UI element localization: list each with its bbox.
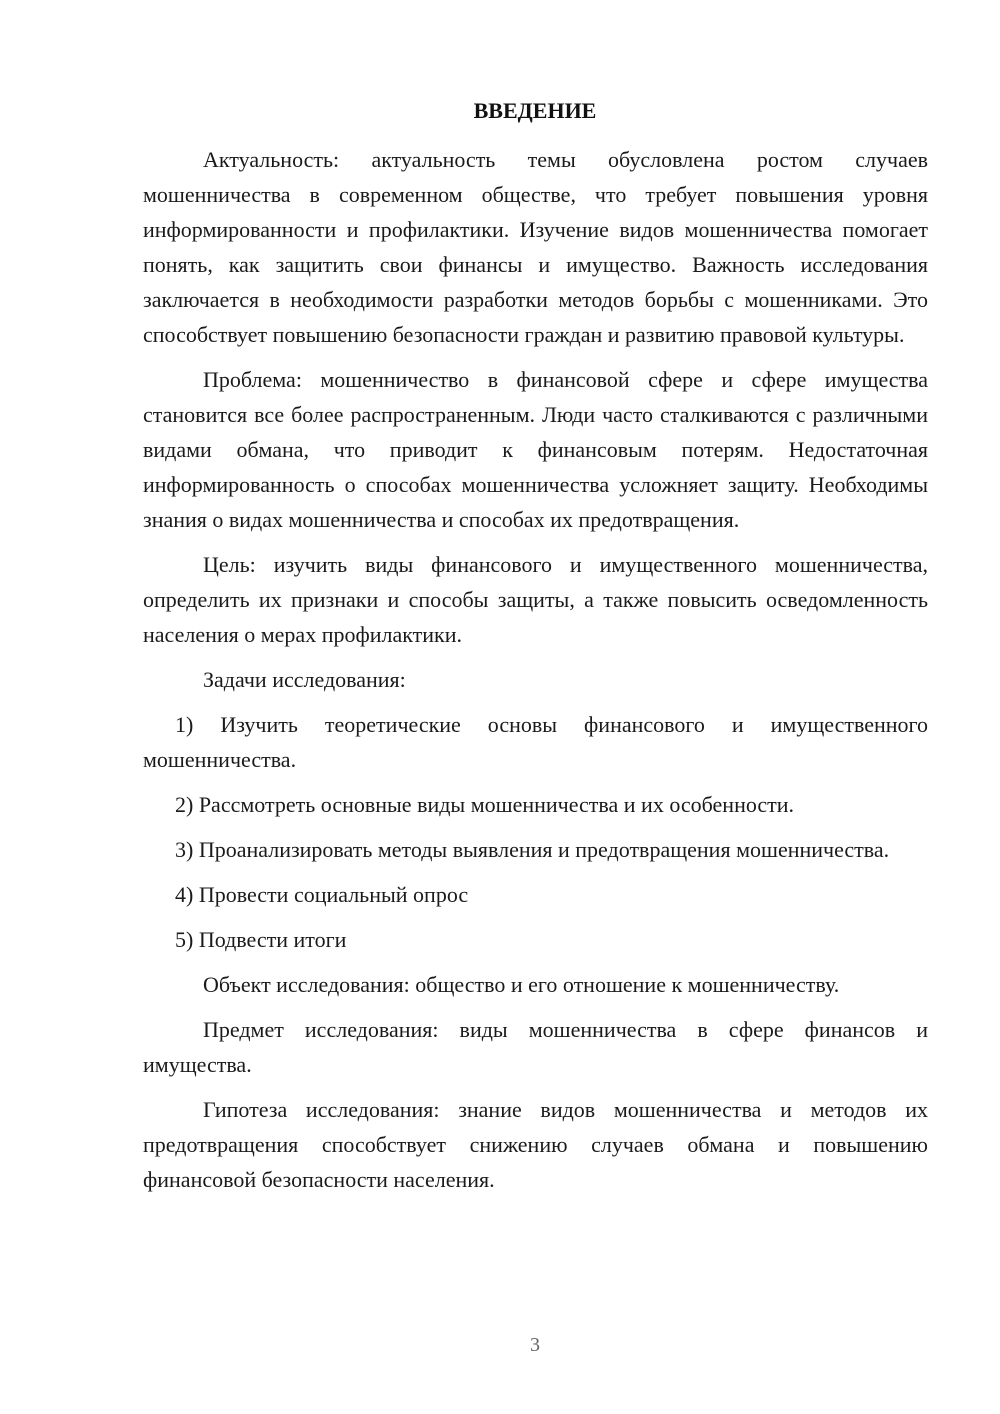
document-body: [143, 142, 928, 1197]
task-item-5: 5) Подвести итоги: [175, 927, 347, 952]
tasks-heading: Задачи исследования:: [203, 667, 406, 692]
task-item-2: 2) Рассмотреть основные виды мошенничества и их особенности.: [175, 792, 795, 817]
relevance-paragraph: Актуальность: актуальность темы обусловлена ростом случаев мошенничества в современном обществе, что требует повышения уровня информированности и профилактики. Изучение видов мошенничества помогает понять, как защитить свои финансы и имущество. Важность исследования заключается в необходимости разработки методов борьбы с мошенниками. Это способствует повышению безопасности граждан и развитию правовой культуры.: [143, 147, 928, 347]
object-paragraph: Объект исследования: общество и его отношение к мошенничеству.: [203, 972, 840, 997]
subject-paragraph: Предмет исследования: виды мошенничества в сфере финансов и имущества.: [143, 1017, 928, 1077]
task-item-4: 4) Провести социальный опрос: [175, 882, 469, 907]
problem-paragraph: Проблема: мошенничество в финансовой сфере и сфере имущества становится все более распространенным. Люди часто сталкиваются с различными видами обмана, что приводит к финансовым потерям. Недостаточная информированность о способах мошенничества усложняет защиту. Необходимы знания о видах мошенничества и способах их предотвращения.: [143, 367, 928, 532]
hypothesis-paragraph: Гипотеза исследования: знание видов мошенничества и методов их предотвращения способствует снижению случаев обмана и повышению финансовой безопасности населения.: [143, 1097, 928, 1192]
goal-paragraph: Цель: изучить виды финансового и имущественного мошенничества, определить их признаки и способы защиты, а также повысить осведомленность населения о мерах профилактики.: [143, 552, 928, 647]
task-item-3: 3) Проанализировать методы выявления и предотвращения мошенничества.: [175, 837, 890, 862]
page-title: ВВЕДЕНИЕ: [473, 98, 597, 123]
task-item-1: 1) Изучить теоретические основы финансового и имущественного мошенничества.: [143, 712, 928, 772]
page-number: 3: [530, 1334, 540, 1356]
